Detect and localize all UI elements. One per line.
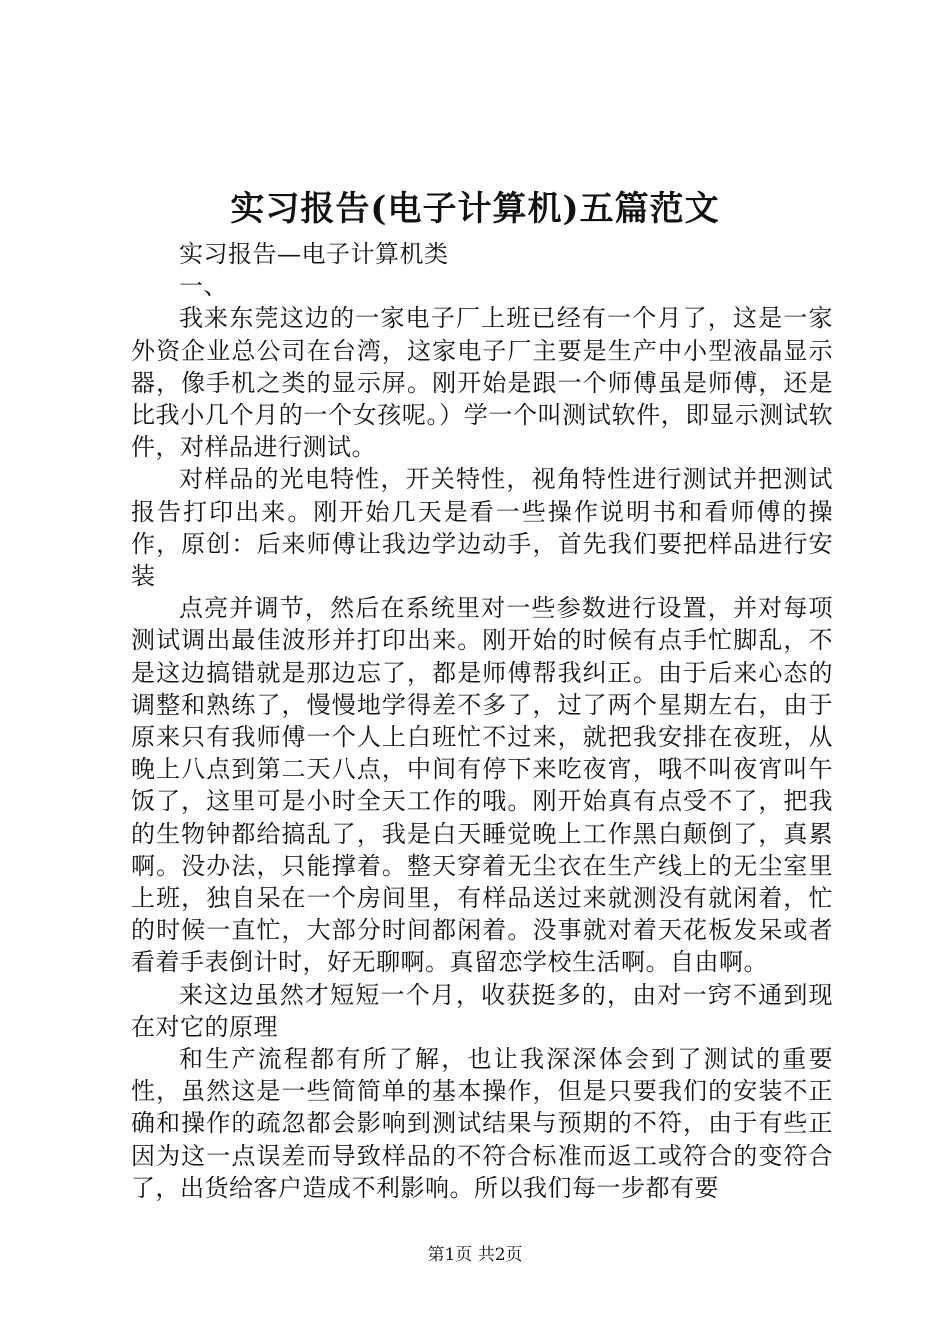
paragraph-3: 点亮并调节，然后在系统里对一些参数进行设置，并对每项测试调出最佳波形并打印出来。刚开始的时候有点手忙脚乱，不是这边搞错就是那边忘了，都是师傅帮我纠正。由于后来心态的调整和熟练了，慢慢地学得差不多了，过了两个星期左右，由于原来只有我师傅一个人上白班忙不过来，就把我安排在夜班，从晚上八点到第二天八点，中间有停下来吃夜宵，哦不叫夜宵叫午饭了，这里可是小时全天工作的哦。刚开始真有点受不了，把我的生物钟都给搞乱了，我是白天睡觉晚上工作黑白颠倒了，真累啊。没办法，只能撑着。整天穿着无尘衣在生产线上的无尘室里上班，独自呆在一个房间里，有样品送过来就测没有就闲着，忙的时候一直忙，大部分时间都闲着。没事就对着天花板发呆或者看着手表倒计时，好无聊啊。真留恋学校生活啊。自由啊。 — [131, 594, 833, 977]
paragraph-5: 和生产流程都有所了解，也让我深深体会到了测试的重要性，虽然这是一些简简单的基本操作，但是只要我们的安装不正确和操作的疏忽都会影响到测试结果与预期的不符，由于有些正因为这一点误差而导致样品的不符合标准而返工或符合的变符合了，出货给客户造成不利影响。所以我们每一步都有要 — [131, 1045, 833, 1202]
document-subtitle: 实习报告—电子计算机类 — [179, 240, 449, 268]
document-body — [131, 238, 833, 1204]
section-number: 一、 — [179, 272, 228, 301]
paragraph-4: 来这边虽然才短短一个月，收获挺多的，由对一窍不通到现在对它的原理 — [131, 980, 833, 1041]
page-footer: 第1页 共2页 — [427, 1245, 523, 1265]
paragraph-1: 我来东莞这边的一家电子厂上班已经有一个月了，这是一家外资企业总公司在台湾，这家电子厂主要是生产中小型液晶显示器，像手机之类的显示屏。刚开始是跟一个师傅虽是师傅，还是比我小几个月的一个女孩呢。）学一个叫测试软件，即显示测试软件，对样品进行测试。 — [131, 304, 833, 462]
document-title: 实习报告(电子计算机)五篇范文 — [230, 189, 720, 229]
paragraph-2: 对样品的光电特性，开关特性，视角特性进行测试并把测试报告打印出来。刚开始几天是看一些操作说明书和看师傅的操作，原创：后来师傅让我边学边动手，首先我们要把样品进行安装 — [131, 465, 833, 591]
